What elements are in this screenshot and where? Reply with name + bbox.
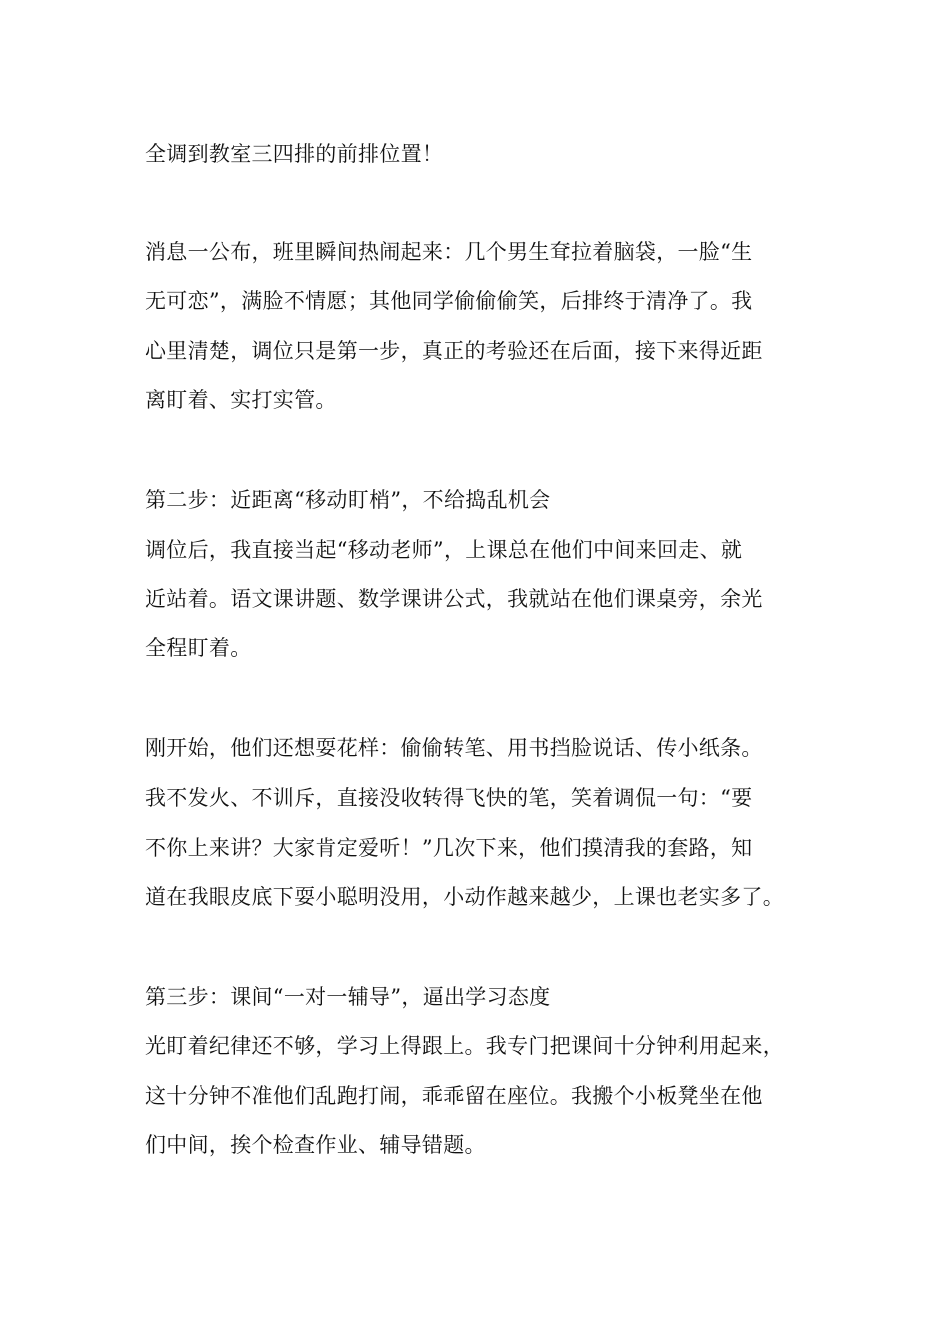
paragraph-line: 调位后，我直接当起“移动老师”，上课总在他们中间来回走、就: [145, 538, 743, 562]
paragraph-line: 我不发火、不训斥，直接没收转得飞快的笔，笑着调侃一句：“要: [145, 786, 753, 810]
paragraph-line: 全调到教室三四排的前排位置！: [145, 142, 444, 166]
paragraph-line: 无可恋”，满脸不情愿；其他同学偷偷偷笑，后排终于清净了。我: [145, 289, 753, 313]
paragraph-line: 消息一公布，班里瞬间热闹起来：几个男生耷拉着脑袋，一脸“生: [145, 240, 753, 264]
paragraph-line: 心里清楚，调位只是第一步，真正的考验还在后面，接下来得近距: [145, 339, 763, 363]
paragraph-line: 道在我眼皮底下耍小聪明没用，小动作越来越少，上课也老实多了。: [145, 885, 784, 909]
paragraph-line: 们中间，挨个检查作业、辅导错题。: [145, 1133, 486, 1157]
section-heading: 第三步：课间“一对一辅导”，逼出学习态度: [145, 985, 551, 1009]
paragraph-line: 这十分钟不准他们乱跑打闹，乖乖留在座位。我搬个小板凳坐在他: [145, 1084, 763, 1108]
paragraph-line: 全程盯着。: [145, 636, 252, 660]
paragraph-line: 离盯着、实打实管。: [145, 388, 337, 412]
section-heading: 第二步：近距离“移动盯梢”，不给捣乱机会: [145, 488, 551, 512]
paragraph-line: 光盯着纪律还不够，学习上得跟上。我专门把课间十分钟利用起来，: [145, 1034, 784, 1058]
paragraph-line: 不你上来讲？大家肯定爱听！”几次下来，他们摸清我的套路，知: [145, 836, 753, 860]
paragraph-line: 近站着。语文课讲题、数学课讲公式，我就站在他们课桌旁，余光: [145, 587, 763, 611]
paragraph-line: 刚开始，他们还想耍花样：偷偷转笔、用书挡脸说话、传小纸条。: [145, 736, 763, 760]
